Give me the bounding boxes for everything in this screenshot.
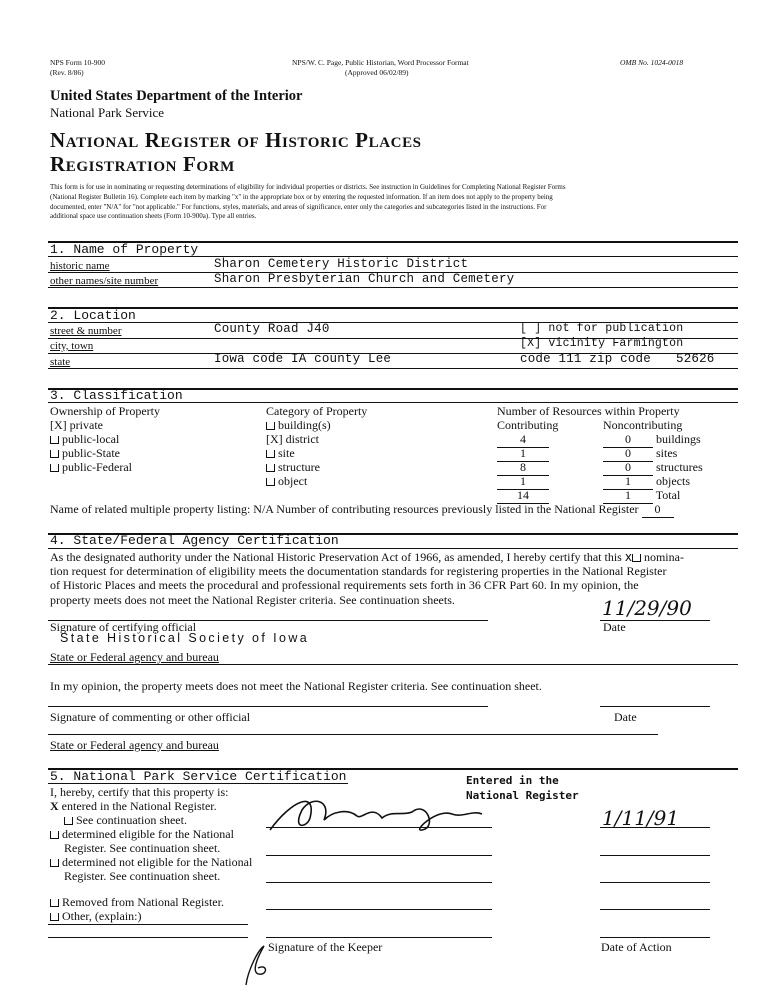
category-structure[interactable]: structure: [266, 460, 320, 475]
code-zip-label: code 111 zip code: [520, 352, 651, 366]
resource-row-sites: 1 0 sites: [497, 446, 677, 462]
form-title-line1: National Register of Historic Places: [50, 128, 422, 152]
checkbox-icon: [50, 831, 59, 839]
determined-not-eligible[interactable]: determined not eligible for the National: [50, 855, 252, 870]
historic-name-value: Sharon Cemetery Historic District: [214, 257, 469, 271]
removed-from-register[interactable]: Removed from National Register.: [50, 895, 224, 910]
zip-value: 52626: [676, 352, 715, 366]
checkbox-icon: [266, 422, 275, 430]
resources-heading: Number of Resources within Property: [497, 404, 680, 418]
keeper-signature-icon: [262, 790, 492, 840]
category-object[interactable]: object: [266, 474, 307, 489]
ownership-heading: Ownership of Property: [50, 404, 160, 418]
checkbox-icon: [64, 817, 73, 825]
see-continuation-1[interactable]: See continuation sheet.: [64, 813, 187, 828]
header-format-line: NPS/W. C. Page, Public Historian, Word Processor Format: [292, 58, 469, 67]
checkbox-icon: [266, 464, 275, 472]
entered-stamp-line2: National Register: [466, 789, 579, 802]
ownership-public-state[interactable]: public-State: [50, 446, 120, 461]
date-label: Date: [603, 620, 626, 634]
agency-bureau-label-2: State or Federal agency and bureau: [50, 738, 219, 752]
nps-certify-intro: I, hereby, certify that this property is:: [50, 785, 229, 799]
other-explain[interactable]: Other, (explain:): [50, 909, 142, 924]
not-eligible-continuation[interactable]: Register. See continuation sheet.: [64, 869, 221, 883]
checkbox-icon: [50, 450, 59, 458]
action-date: 1/11/91: [602, 806, 680, 830]
certifying-agency-value: State Historical Society of Iowa: [60, 631, 310, 645]
determined-eligible[interactable]: determined eligible for the National: [50, 827, 234, 842]
category-site[interactable]: site: [266, 446, 295, 461]
other-names-value: Sharon Presbyterian Church and Cemetery: [214, 272, 515, 286]
checkbox-icon: [266, 450, 275, 458]
city-label: city, town: [50, 340, 94, 352]
vicinity-value: [X] vicinity Farmington: [520, 337, 684, 350]
resource-row-objects: 1 1 objects: [497, 474, 690, 490]
certifying-date: 11/29/90: [602, 596, 692, 620]
entered-stamp-line1: Entered in the: [466, 774, 559, 787]
omb-number: OMB No. 1024-0018: [620, 58, 684, 67]
other-names-label: other names/site number: [50, 275, 159, 287]
agency-bureau-label: State or Federal agency and bureau: [50, 650, 219, 664]
historic-name-label: historic name: [50, 260, 110, 272]
resource-row-structures: 8 0 structures: [497, 460, 703, 476]
instructions: This form is for use in nominating or requesting determinations of eligibility for individual properties or districts. See instruction in Guidelines for Completing National Register Forms (National Register Bulletin 16). Complete each item by marking "x" in the appropriate box or by entering the requested information. If an item does not apply to the property being documented, enter "N/A" for "not applicable." For functions, styles, materials, and areas of significance, enter only the categories and subcategories listed in the instructions. For additional space use continuation sheets (Form 10-900a). Type all entries.: [50, 183, 566, 221]
section-5-heading: 5. National Park Service Certification: [50, 769, 347, 784]
date-label-2: Date: [614, 710, 637, 724]
contributing-heading: Contributing: [497, 418, 559, 432]
checkbox-icon: [50, 899, 59, 907]
keeper-signature-label: Signature of the Keeper: [268, 940, 383, 954]
checkbox-icon: [632, 554, 641, 562]
section-3-heading: 3. Classification: [50, 388, 183, 403]
form-revision: (Rev. 8/86): [50, 68, 84, 77]
not-for-publication: [ ] not for publication: [520, 322, 684, 335]
commenting-official-label: Signature of commenting or other official: [50, 710, 251, 724]
section-1-heading: 1. Name of Property: [50, 242, 199, 257]
multiple-property-line: Name of related multiple property listing: N/A Number of contributing resources previously listed in the National Register 0: [50, 502, 674, 518]
noncontributing-heading: Noncontributing: [603, 418, 683, 432]
resource-row-buildings: 4 0 buildings: [497, 432, 701, 448]
category-building[interactable]: building(s): [266, 418, 331, 433]
date-of-action-label: Date of Action: [601, 940, 672, 954]
checkbox-icon: [50, 859, 59, 867]
ownership-private[interactable]: [X] private: [50, 418, 103, 432]
eligible-continuation[interactable]: Register. See continuation sheet.: [64, 841, 221, 855]
section-4-heading: 4. State/Federal Agency Certification: [50, 533, 339, 548]
street-label: street & number: [50, 325, 122, 337]
resource-row-total: 14 1 Total: [497, 488, 680, 504]
header-approved-line: (Approved 06/02/89): [345, 68, 409, 77]
keeper-initials-icon: [236, 940, 276, 990]
signature-certifying-label: Signature of certifying official: [50, 620, 197, 634]
form-number: NPS Form 10-900: [50, 58, 106, 67]
nps-opinion-line: In my opinion, the property meets does not meet the National Register criteria. See continuation sheet.: [50, 679, 542, 693]
category-district[interactable]: [X] district: [266, 432, 319, 446]
department-name: United States Department of the Interior: [50, 88, 303, 104]
cert-paragraph-line4: property meets does not meet the National Register criteria. See continuation sheets.: [50, 593, 455, 607]
state-label: state: [50, 356, 71, 368]
ownership-public-local[interactable]: public-local: [50, 432, 119, 447]
entered-in-register[interactable]: X entered in the National Register.: [50, 799, 217, 813]
ownership-public-federal[interactable]: public-Federal: [50, 460, 132, 475]
street-value: County Road J40: [214, 322, 330, 336]
state-county-value: Iowa code IA county Lee: [214, 352, 392, 366]
checkbox-icon: [266, 478, 275, 486]
checkbox-icon: [50, 436, 59, 444]
cert-paragraph-line1: As the designated authority under the National Historic Preservation Act of 1966, as amended, I hereby certify that this x nomina-: [50, 550, 684, 564]
form-title-line2: Registration Form: [50, 152, 235, 176]
checkbox-icon: [50, 913, 59, 921]
cert-paragraph-line3: of Historic Places and meets the procedural and professional requirements sets forth in 36 CFR Part 60. In my opinion, the: [50, 578, 639, 592]
checkbox-icon: [50, 464, 59, 472]
category-heading: Category of Property: [266, 404, 368, 418]
service-name: National Park Service: [50, 105, 165, 120]
cert-paragraph-line2: tion request for determination of eligibility meets the documentation standards for registering properties in the National Register: [50, 564, 667, 578]
section-2-heading: 2. Location: [50, 308, 136, 323]
previously-listed-count: 0: [642, 502, 674, 518]
